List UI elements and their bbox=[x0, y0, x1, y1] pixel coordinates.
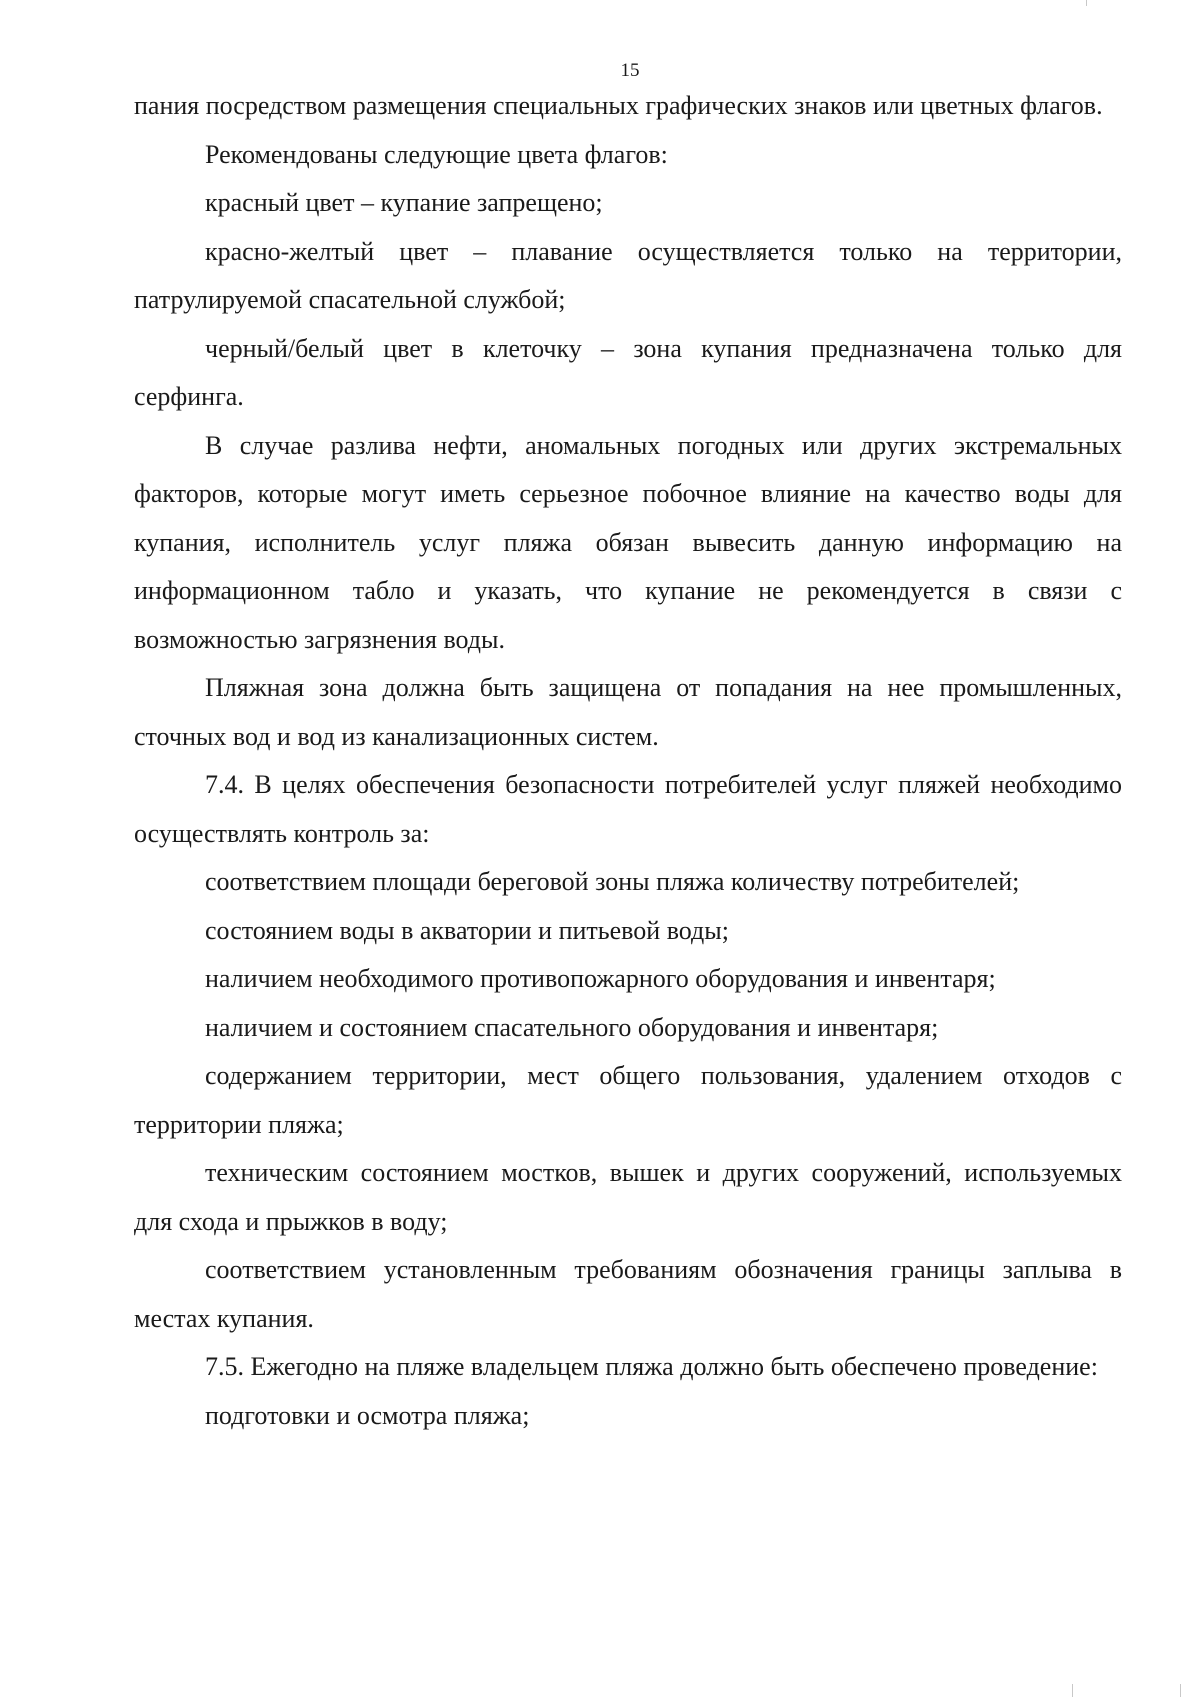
paragraph-section-7-5: 7.5. Ежегодно на пляже владельцем пляжа должно быть обеспечено проведение: bbox=[205, 1352, 1098, 1381]
paragraph-checkered-flag: черный/белый цвет в клеточку – зона купания предназначена только для серфинга. bbox=[134, 333, 1122, 411]
list-item-shore-area: соответствием площади береговой зоны пляжа количеству потребителей; bbox=[205, 867, 1020, 896]
list-item-technical-condition: техническим состоянием мостков, вышек и других сооружений, используемых для схода и прыжков в воду; bbox=[134, 1158, 1122, 1236]
list-item-rescue-equipment: наличием и состоянием спасательного оборудования и инвентаря; bbox=[205, 1012, 939, 1042]
paragraph-red-yellow-flag: красно-желтый цвет – плавание осуществляется только на территории, патрулируемой спасательной службой; bbox=[134, 236, 1122, 314]
list-item-water-condition: состоянием воды в акватории и питьевой воды; bbox=[205, 915, 729, 945]
paragraph-continuation: пания посредством размещения специальных графических знаков или цветных флагов. bbox=[134, 91, 1103, 120]
paragraph-section-7-4: 7.4. В целях обеспечения безопасности потребителей услуг пляжей необходимо осуществлять контроль за: bbox=[134, 770, 1122, 848]
scan-edge-mark-bottom-left bbox=[1072, 1684, 1073, 1697]
paragraph-red-flag: красный цвет – купание запрещено; bbox=[205, 188, 603, 217]
paragraph-beach-protection: Пляжная зона должна быть защищена от попадания на нее промышленных, сточных вод и вод из канализационных систем. bbox=[134, 673, 1122, 751]
list-item-territory-maintenance: содержанием территории, мест общего пользования, удалением отходов с территории пляжа; bbox=[134, 1061, 1122, 1139]
list-item-beach-inspection: подготовки и осмотра пляжа; bbox=[205, 1400, 530, 1430]
list-item-swim-boundary: соответствием установленным требованиям обозначения границы заплыва в местах купания. bbox=[134, 1255, 1122, 1333]
paragraph-flag-colors-intro: Рекомендованы следующие цвета флагов: bbox=[205, 139, 668, 169]
list-item-fire-equipment: наличием необходимого противопожарного оборудования и инвентаря; bbox=[205, 964, 996, 993]
page-number: 15 bbox=[620, 60, 640, 81]
scan-edge-mark-top bbox=[1086, 0, 1087, 6]
document-body bbox=[134, 82, 1122, 1440]
paragraph-oil-spill: В случае разлива нефти, аномальных погодных или других экстремальных факторов, которые могут иметь серьезное побочное влияние на качество воды для купания, исполнитель услуг пляжа обязан вывесить данную информацию на информационном табло и указать, что купание не рекомендуется в связи с возможностью загрязнения воды. bbox=[134, 430, 1122, 654]
scan-edge-mark-bottom-right bbox=[1180, 1684, 1181, 1697]
